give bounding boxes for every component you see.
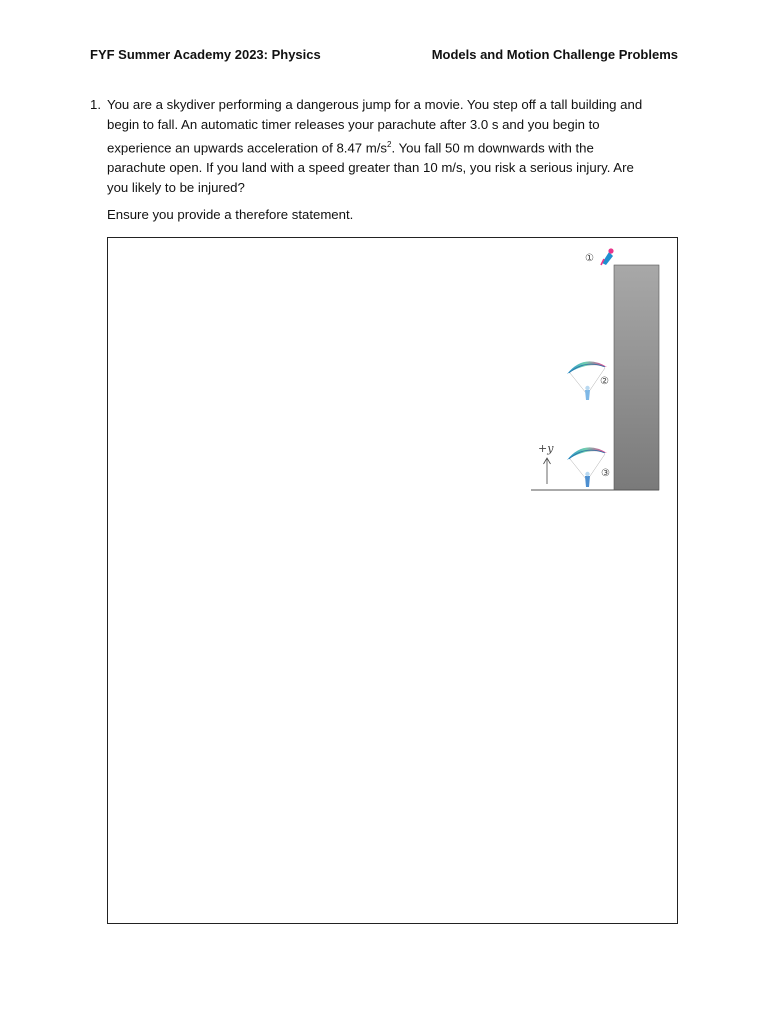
position-label-1: ① <box>585 253 594 264</box>
document-header-left: FYF Summer Academy 2023: Physics <box>90 47 321 62</box>
skydiver-icon-standing <box>601 248 614 265</box>
question-line: You are a skydiver performing a dangerous jump for a movie. You step off a tall building and <box>107 97 643 112</box>
position-label-3: ③ <box>601 468 610 479</box>
question-line: begin to fall. An automatic timer releases your parachute after 3.0 s and you begin to <box>107 117 600 132</box>
question-line: parachute open. If you land with a speed greater than 10 m/s, you risk a serious injury. Are <box>107 160 634 176</box>
instruction-text: Ensure you provide a therefore statement. <box>107 207 354 222</box>
axis-label-y: +y <box>538 442 554 455</box>
question-1 <box>90 95 680 198</box>
question-line: you likely to be injured? <box>107 180 245 196</box>
question-line: experience an upwards acceleration of 8.47 $m/s^2$. You fall 50 m downwards with the <box>107 140 594 156</box>
skydiver-figure <box>529 247 664 494</box>
question-text <box>107 95 680 198</box>
up-arrow-icon <box>544 458 551 484</box>
question-number: 1. <box>90 97 101 112</box>
document-header-right: Models and Motion Challenge Problems <box>431 47 678 62</box>
building <box>614 265 659 490</box>
position-label-2: ② <box>600 376 609 387</box>
superscript: 2 <box>387 140 392 149</box>
